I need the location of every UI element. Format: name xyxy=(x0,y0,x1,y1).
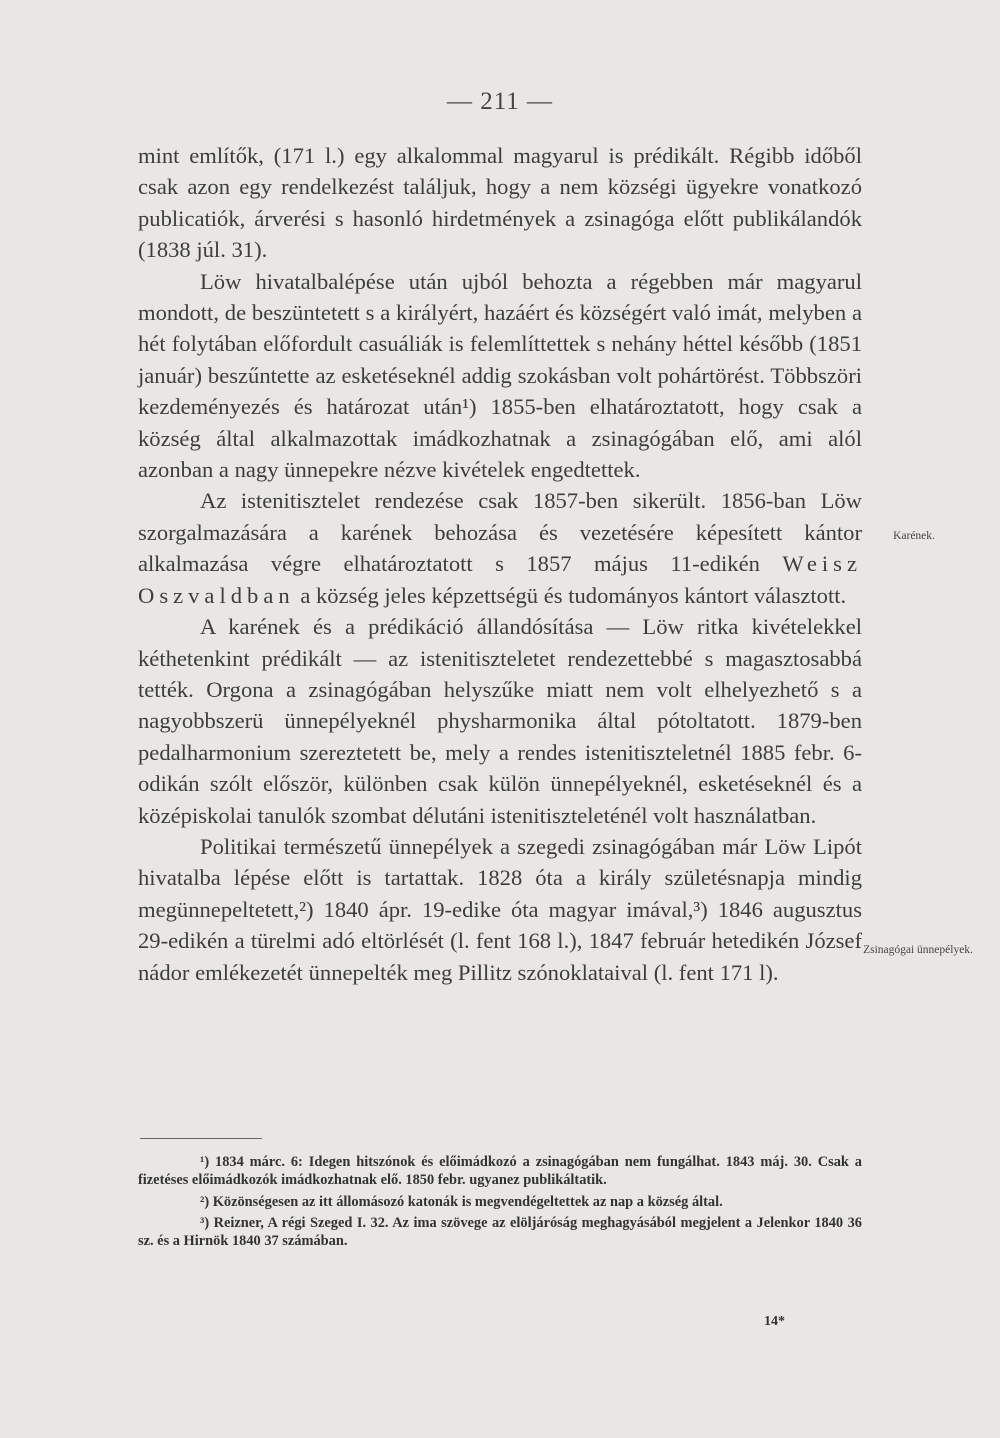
paragraph-1: mint említők, (171 l.) egy alkalommal magyarul is prédikált. Régibb időből csak azon egy rendelkezést találjuk, hogy a nem községi ügyekre vonatkozó publicatiók, árverési s hasonló hirdetmények a zsinagóga előtt publikálandók (1838 júl. 31). xyxy=(138,143,862,263)
footnote-3: ³) Reizner, A régi Szeged I. 32. Az ima szövege az elöljáróság meghagyásából megjelent a Jelenkor 1840 36 sz. és a Hirnök 1840 37 számában. xyxy=(138,1214,862,1250)
footnote-separator xyxy=(140,1138,262,1139)
signature-mark: 14* xyxy=(764,1314,785,1329)
paragraph-3 xyxy=(138,485,862,611)
paragraph-3-start: Az istenitisztelet rendezése csak 1857-ben sikerült. 1856-ban Löw szorgalmazására a karének behozása és vezetésére képesített kántor alkalmazása végre elhatároztatott s 1857 május 11-edikén xyxy=(138,488,862,577)
main-text xyxy=(138,140,862,988)
paragraph-2: Löw hivatalbalépése után ujból behozta a régebben már magyarul mondott, de beszüntetett s a királyért, hazáért és községért való imát, melyben a hét folytában előfordult casuáliák is felemlíttettek s nehány héttel később (1851 január) beszűntette az esketéseknél addig szokásban volt pohártörést. Többszöri kezdeményezés és határozat után¹) 1855-ben elhatároztatott, hogy csak a község által alkalmazottak imádkozhatnak a zsinagógában elő, ami alól azonban a nagy ünnepekre nézve kivételek engedtettek. xyxy=(138,268,862,483)
margin-note-zsinagogai: Zsinagógai ünnepélyek. xyxy=(863,944,973,956)
paragraph-3-end: a község jeles képzettségü és tudományos kántort választott. xyxy=(300,582,847,608)
margin-note-karenek: Karének. xyxy=(893,530,935,542)
name-weisz-oszvald: Weisz Oszvaldban xyxy=(138,551,863,608)
page-number: — 211 — xyxy=(446,88,554,115)
paragraph-5: Politikai természetű ünnepélyek a szegedi zsinagógában már Löw Lipót hivatalba lépése előtt is tartattak. 1828 óta a király születésnapja mindig megünnepeltetett,²) 1840 ápr. 19-edike óta magyar imával,³) 1846 augusztus 29-edikén a türelmi adó eltörlését (l. fent 168 l.), 1847 február hetedikén József nádor emlékezetét ünnepelték meg Pillitz szónoklataival (l. fent 171 l). xyxy=(138,833,862,985)
footnotes xyxy=(138,1153,862,1253)
footnote-2: ²) Közönségesen az itt állomásozó katonák is megvendégeltettek az nap a község által. xyxy=(200,1193,723,1210)
paragraph-4: A karének és a prédikáció állandósítása — Löw ritka kivételekkel kéthetenkint prédikált — az istenitiszteletet rendezettebbé s magasztosabbá tették. Orgona a zsinagógában helyszűke miatt nem volt elhelyezhető s a nagyobbszerü ünnepélyeknél physharmonika által pótoltatott. 1879-ben pedalharmonium szereztetett be, mely a rendes istenitiszteletnél 1885 febr. 6-odikán szólt először, különben csak külön ünnepélyeknél, esketéseknél és a középiskolai tanulók szombat délutáni istenitiszteleténél volt használatban. xyxy=(138,614,862,828)
footnote-1: ¹) 1834 márc. 6: Idegen hitszónok és előimádkozó a zsinagógában nem fungálhat. 1843 máj. 30. Csak a fizetéses előimádkozók imádkozhatnak elő. 1850 febr. ugyanez publikáltatik. xyxy=(138,1154,862,1189)
